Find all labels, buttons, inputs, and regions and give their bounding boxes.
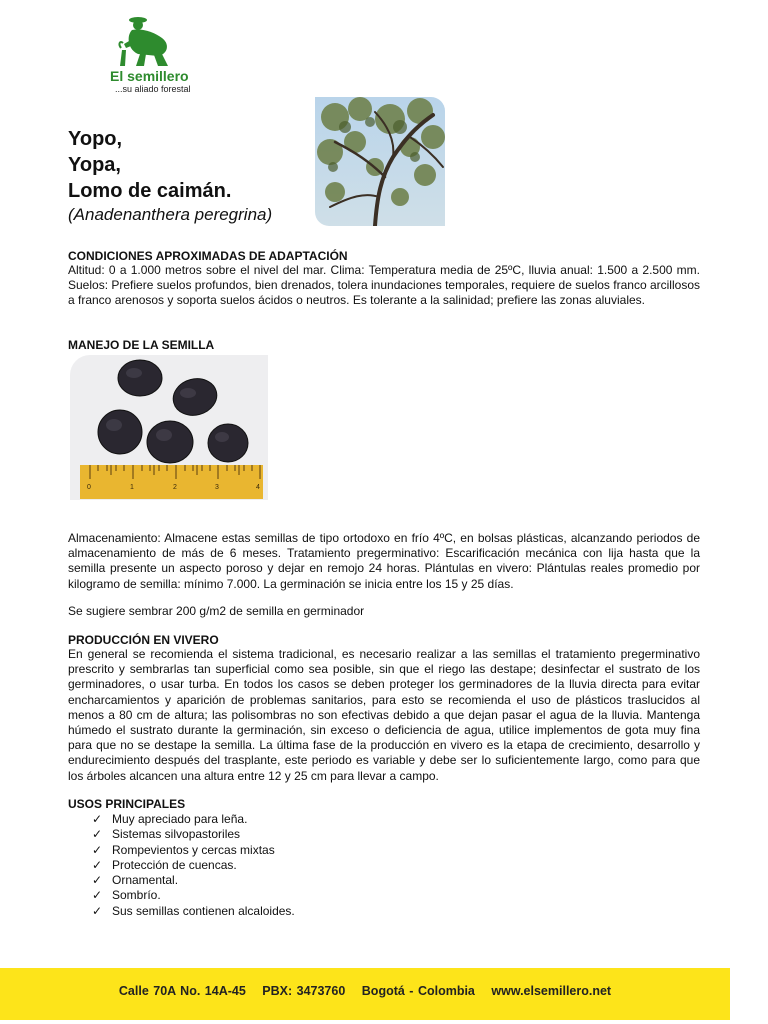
storage-text: Almacenamiento: Almacene estas semillas de tipo ortodoxo en frío 4ºC, en bolsas plásticas, alcanzando periodos de almacenamiento de más de 6 meses. Tratamiento pregerminativo: Escarificación mecánica con lija hasta que la semilla presente un aspecto poroso y dejar en remojo 24 horas. Plántulas en vivero: Plántulas reales promedio por kilogramo de semilla: mínimo 7.000. La germinación se inicia entre los 15 y 25 días. <box>68 531 700 591</box>
section-heading-seed: MANEJO DE LA SEMILLA <box>68 338 215 352</box>
common-name-2: Yopa, <box>68 154 121 176</box>
nursery-text: En general se recomienda el sistema tradicional, es necesario realizar a las semillas el tratamiento pregerminativo prescrito y sembrarlas tan superficial como sea posible, sin que el riego las destape; desinfectar el sustrato de los germinadores, o usar turba. En todos los casos se deben proteger los germinadores de la lluvia directa para evitar encharcamientos y aparición de problemas sanitarios, para esto se recomienda el uso de plásticos traslucidos al menos a 80 cm de altura; las polisombras no son efectivas debido a que dejan pasar el agua de la lluvia. Mantenga húmedo el sustrato durante la germinación, sin exceso o deficiencia de agua, utilice implementos de gota muy fina para que no se destape la semilla. La última fase de la producción en vivero es la etapa de crecimiento, desarrollo y endurecimiento después del trasplante, este periodo es variable y debe ser lo suficientemente largo, como para que los árboles alcancen una altura entre 12 y 25 cm para llevar a campo. <box>68 647 700 783</box>
footer-city: Bogotá - Colombia <box>361 984 475 998</box>
check-icon: ✓ <box>92 827 103 842</box>
check-icon: ✓ <box>92 903 103 918</box>
species-title <box>68 126 272 226</box>
brand-name: El semillero <box>110 68 189 84</box>
uses-list <box>92 812 295 919</box>
common-name-1: Yopo, <box>68 128 123 150</box>
sowing-text: Se sugiere sembrar 200 g/m2 de semilla en germinador <box>68 604 365 618</box>
check-icon: ✓ <box>92 812 103 826</box>
list-item: ✓ Muy apreciado para leña. <box>92 812 248 826</box>
section-heading-conditions: CONDICIONES APROXIMADAS DE ADAPTACIÓN <box>68 249 348 263</box>
common-name-3: Lomo de caimán. <box>68 180 232 202</box>
section-heading-uses: USOS PRINCIPALES <box>68 797 186 811</box>
seed-photo <box>70 355 268 500</box>
ruler-label-3: 3 <box>215 484 219 491</box>
check-icon: ✓ <box>92 842 103 857</box>
check-icon: ✓ <box>92 857 103 872</box>
list-item: ✓ Rompevientos y cercas mixtas <box>92 842 275 857</box>
list-item: ✓ Sistemas silvopastoriles <box>92 827 241 842</box>
list-item: ✓ Ornamental. <box>92 873 179 888</box>
check-icon: ✓ <box>92 873 103 888</box>
conditions-text: Altitud: 0 a 1.000 metros sobre el nivel del mar. Clima: Temperatura media de 25ºC, lluvia anual: 1.500 a 2.500 mm. Suelos: Prefiere suelos profundos, bien drenados, tolera inundaciones temporales, requiere de suelos franco arcillosos a franco arenosos y soporta suelos ácidos o neutros. Es tolerante a la salinidad; prefiere las zonas aluviales. <box>68 263 700 308</box>
brand-logo <box>96 14 206 96</box>
list-item: ✓ Protección de cuencas. <box>92 857 237 872</box>
brand-tagline: ...su aliado forestal <box>115 84 191 94</box>
ruler-label-4: 4 <box>256 484 260 491</box>
section-heading-nursery: PRODUCCIÓN EN VIVERO <box>68 633 219 647</box>
footer-website-link[interactable]: www.elsemillero.net <box>491 984 612 998</box>
check-icon: ✓ <box>92 888 103 903</box>
footer-phone: PBX: 3473760 <box>262 984 346 998</box>
tree-photo <box>315 97 445 226</box>
scientific-name: (Anadenanthera peregrina) <box>68 205 273 224</box>
ruler-label-2: 2 <box>173 484 177 491</box>
gardener-logo-icon <box>118 14 180 68</box>
footer-address: Calle 70A No. 14A-45 <box>118 984 246 998</box>
list-item: ✓ Sombrío. <box>92 888 161 903</box>
footer-contact <box>0 984 730 998</box>
ruler-label-1: 1 <box>130 484 134 491</box>
list-item: ✓ Sus semillas contienen alcaloides. <box>92 903 295 918</box>
ruler-label-0: 0 <box>87 484 91 491</box>
